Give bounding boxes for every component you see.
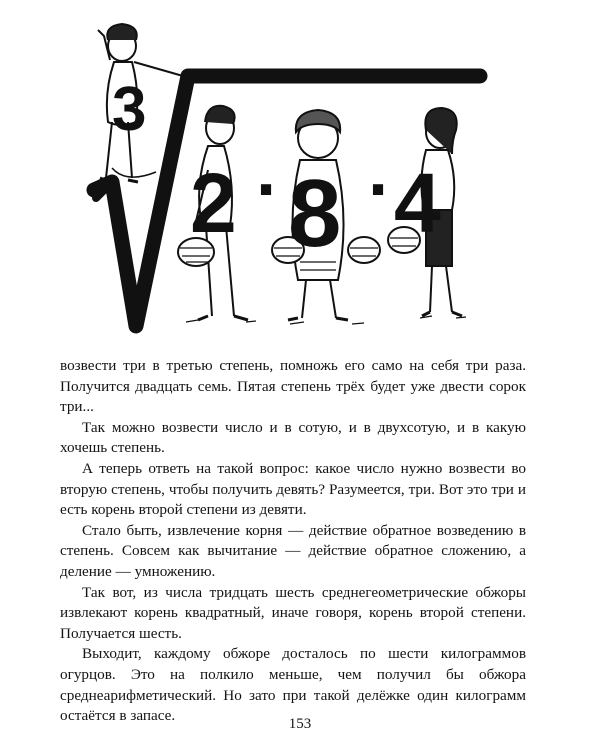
body-text [60, 356, 526, 727]
paragraph: А теперь ответь на такой вопрос: какое число нужно возвести во вторую степень, чтобы получить девять? Разумеется, три. Вот это три и есть корень второй степени из девяти. [60, 459, 526, 519]
root-index: 3 [112, 75, 147, 144]
paragraph: Так можно возвести число и в сотую, и в двухсотую, и в какую хочешь степень. [60, 418, 526, 457]
digit-8: 8 [288, 160, 342, 267]
paragraph: возвести три в третью степень, помножь его само на себя три раза. Получится двадцать семь. Пятая степень трёх будет уже двести сорок три... [60, 357, 526, 416]
digit-2: 2 [190, 156, 237, 250]
digit-4: 4 [394, 156, 441, 250]
paragraph: Выходит, каждому обжоре досталось по шести килограммов огурцов. Это на полкило меньше, чем получил бы обжора среднеарифметический. Но зато при такой делёжке один килограмм остаётся в запасе. [60, 645, 526, 725]
paragraph: Так вот, из числа тридцать шесть среднегеометрические обжоры извлекают корень квадратный, иначе говоря, корень второй степени. Получается шесть. [60, 583, 526, 642]
paragraph: Стало быть, извлечение корня — действие обратное возведению в степень. Совсем как вычитание — действие обратное сложению, а деление — умножению. [60, 521, 526, 580]
page-number: 153 [288, 716, 312, 732]
ground-strokes [186, 316, 466, 324]
cube-root-illustration [0, 0, 600, 350]
multiply-dot-2: · [368, 150, 392, 230]
multiply-dot-1: · [256, 150, 280, 230]
